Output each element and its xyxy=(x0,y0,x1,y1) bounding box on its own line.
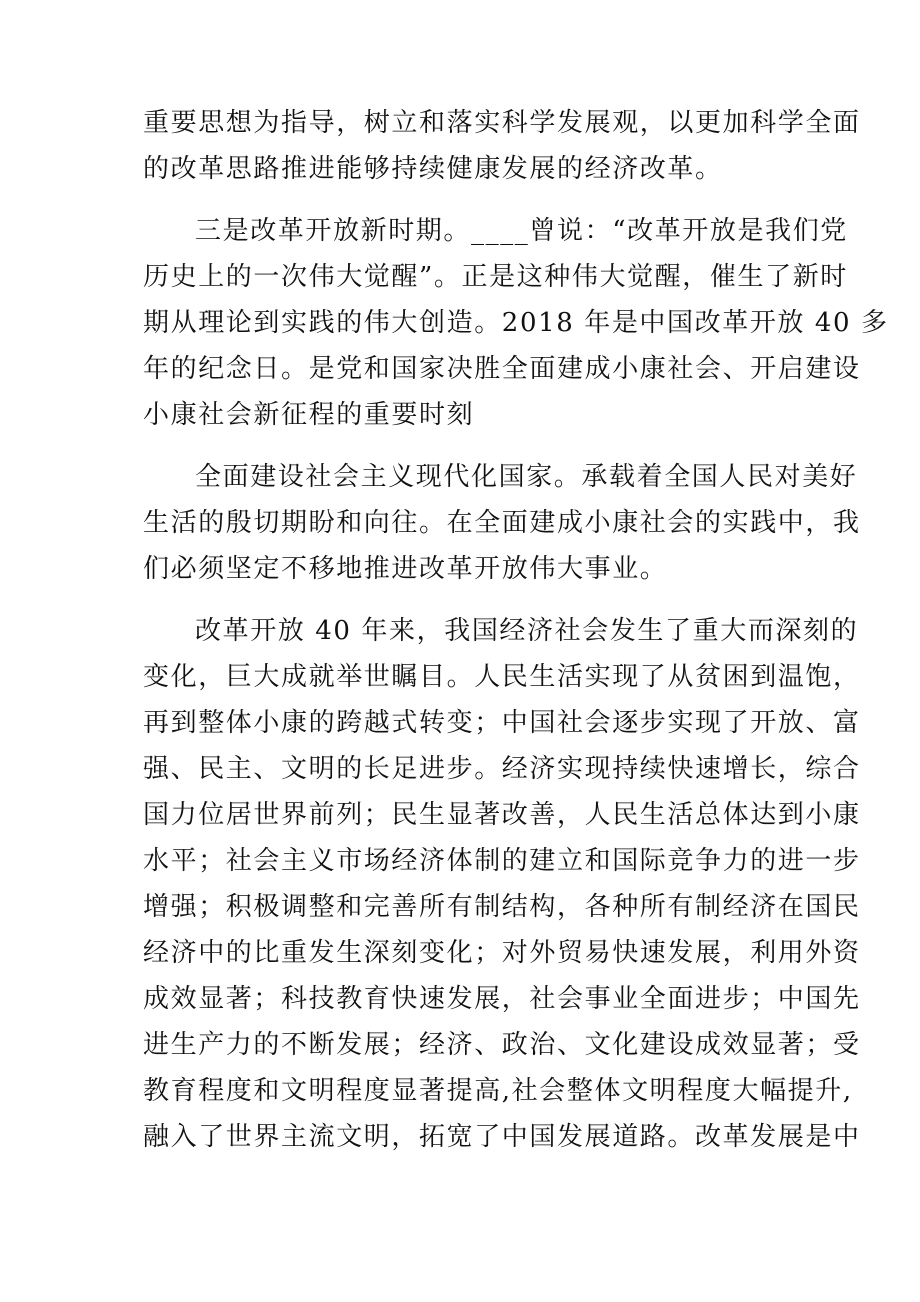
paragraph-gap xyxy=(143,592,783,608)
paragraph xyxy=(143,100,861,192)
text-line: 强、民主、文明的长足进步。经济实现持续快速增长，综合 xyxy=(143,754,861,784)
text-line: 生活的殷切期盼和向往。在全面建成小康社会的实践中，我 xyxy=(143,508,861,538)
paragraph-gap xyxy=(143,438,783,454)
text-line: 国力位居世界前列；民生显著改善，人民生活总体达到小康 xyxy=(143,800,861,830)
text-line: 进生产力的不断发展；经济、政治、文化建设成效显著；受 xyxy=(143,1030,861,1060)
text-line: 改革开放 40 年来，我国经济社会发生了重大而深刻的 xyxy=(195,616,859,646)
text-line: 教育程度和文明程度显著提高,社会整体文明程度大幅提升, xyxy=(143,1076,853,1106)
text-line: 历史上的一次伟大觉醒”。正是这种伟大觉醒，催生了新时 xyxy=(143,262,848,292)
text-line: 期从理论到实践的伟大创造。2018 年是中国改革开放 40 多 xyxy=(143,308,889,338)
text-line: 重要思想为指导，树立和落实科学发展观，以更加科学全面 xyxy=(143,108,861,138)
text-line: 年的纪念日。是党和国家决胜全面建成小康社会、开启建设 xyxy=(143,354,861,384)
text-line: 水平；社会主义市场经济体制的建立和国际竞争力的进一步 xyxy=(143,846,861,876)
text-line: 经济中的比重发生深刻变化；对外贸易快速发展，利用外资 xyxy=(143,938,861,968)
document-body xyxy=(143,100,889,1160)
paragraph-gap xyxy=(143,192,783,208)
text-line: 们必须坚定不移地推进改革开放伟大事业。 xyxy=(143,554,668,584)
paragraph xyxy=(143,208,889,438)
text-line: 变化，巨大成就举世瞩目。人民生活实现了从贫困到温饱， xyxy=(143,662,861,692)
paragraph xyxy=(143,454,861,592)
text-line: 成效显著；科技教育快速发展，社会事业全面进步；中国先 xyxy=(143,984,861,1014)
text-line: 小康社会新征程的重要时刻 xyxy=(143,400,475,430)
text-line: 融入了世界主流文明，拓宽了中国发展道路。改革发展是中 xyxy=(143,1122,861,1152)
text-line: 增强；积极调整和完善所有制结构，各种所有制经济在国民 xyxy=(143,892,861,922)
text-line: 的改革思路推进能够持续健康发展的经济改革。 xyxy=(143,154,723,184)
text-line: 全面建设社会主义现代化国家。承载着全国人民对美好 xyxy=(195,462,858,492)
paragraph xyxy=(143,608,861,1160)
text-line: 三是改革开放新时期。____曾说：“改革开放是我们党 xyxy=(195,216,848,246)
text-line: 再到整体小康的跨越式转变；中国社会逐步实现了开放、富 xyxy=(143,708,861,738)
